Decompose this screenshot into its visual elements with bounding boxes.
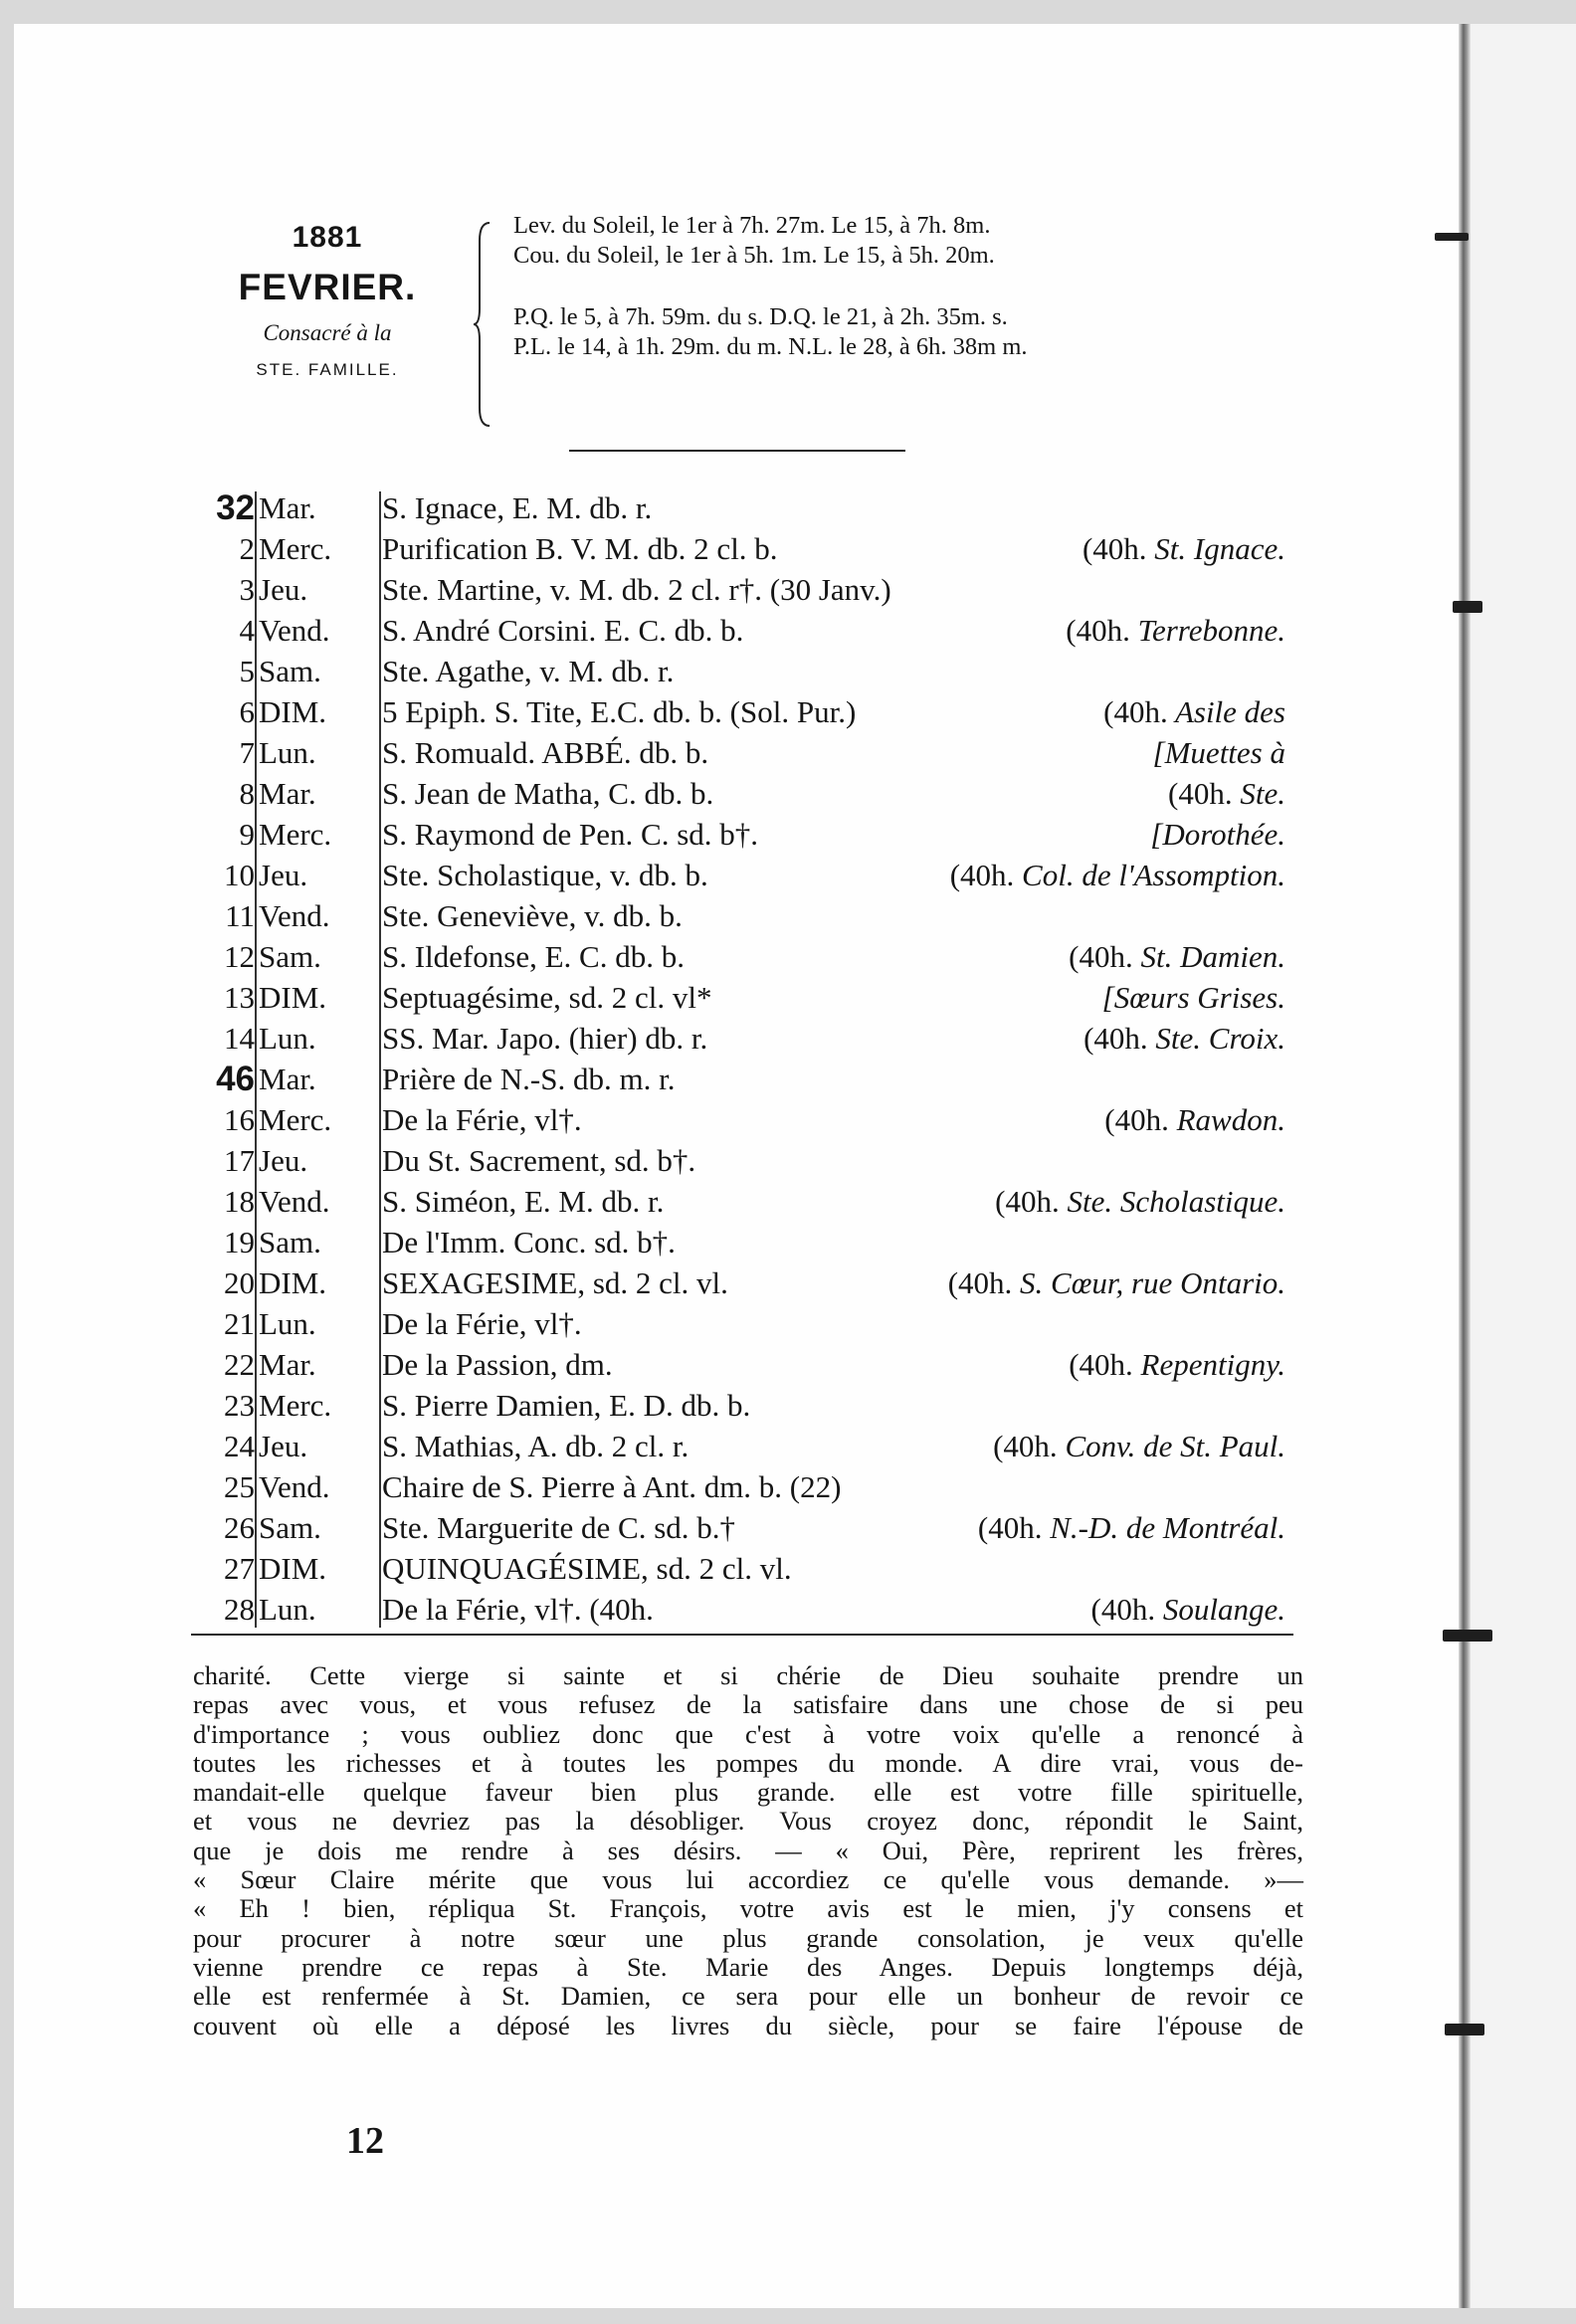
text-line: charité. Cette vierge si sainte et si chérie de Dieu souhaite prendre un [193,1660,1303,1690]
page-number: 12 [346,2120,384,2162]
weekday: Mar. [259,490,316,525]
calendar-row [14,1018,1469,1059]
feast-entry: Prière de N.-S. db. m. r. [382,1062,676,1096]
feast-entry: De la Férie, vl†. [382,1306,582,1341]
almanac-page [14,24,1469,2308]
text-line: repas avec vous, et vous refusez de la satisfaire dans une chose de si peu [193,1689,1303,1720]
day-number: 25 [224,1469,255,1504]
day-number: 6 [239,694,255,729]
calendar-row [14,487,1469,528]
calendar-row [14,895,1469,936]
forty-hours-prefix: (40h. [1090,1592,1156,1627]
weekday: DIM. [259,1551,327,1586]
day-number: 4 [239,613,255,648]
calendar-row [14,814,1469,855]
forty-hours-prefix: (40h. [947,1265,1013,1300]
day-number: 14 [224,1021,255,1056]
calendar-row [14,1466,1469,1507]
weekday: Jeu. [259,572,308,607]
feast-entry: S. Ignace, E. M. db. r. [382,490,653,525]
text-line: et vous ne devriez pas la désobliger. Vous croyez donc, répondit le Saint, [193,1806,1303,1837]
forty-hours-prefix: (40h. [1103,694,1168,729]
year-label: 1881 [292,221,363,254]
weekday: Merc. [259,531,332,566]
forty-hours-location: S. Cœur, rue Ontario. [1020,1265,1285,1300]
calendar-row [14,1099,1469,1140]
text-line: vienne prendre ce repas à Ste. Marie des Anges. Depuis longtemps déjà, [193,1951,1303,1982]
forty-hours-prefix: (40h. [1084,1021,1148,1056]
feast-entry: S. Pierre Damien, E. D. db. b. [382,1388,751,1423]
forty-hours-location: St. Ignace. [1154,531,1285,566]
feast-entry: 5 Epiph. S. Tite, E.C. db. b. (Sol. Pur.) [382,694,857,729]
forty-hours-location: [Sœurs Grises. [1101,980,1285,1015]
weekday: Jeu. [259,1429,308,1463]
weekday: DIM. [259,694,327,729]
day-number: 3 [239,572,255,607]
day-number: 20 [224,1265,255,1300]
day-number: 10 [224,858,255,892]
weekday: Merc. [259,1388,332,1423]
day-number: 7 [239,735,255,770]
day-number: 21 [224,1306,255,1341]
binding-clip [1435,233,1469,241]
month-title: FEVRIER. [238,267,417,307]
day-of-year-number: 46 [216,1060,255,1098]
binding-clip [1443,1630,1492,1642]
weekday: Sam. [259,939,321,974]
calendar-row [14,1344,1469,1385]
text-line: « Eh ! bien, répliqua St. François, votre avis est le mien, j'y consens et [193,1893,1303,1924]
feast-entry: De la Passion, dm. [382,1347,613,1382]
calendar-row [14,1140,1469,1181]
forty-hours-prefix: (40h. [1069,1347,1133,1382]
text-line: mandait-elle quelque faveur bien plus grande. elle est votre fille spirituelle, [193,1777,1303,1808]
forty-hours-location: Soulange. [1162,1592,1285,1627]
forty-hours-note [995,1181,1285,1222]
calendar-row [14,1548,1469,1589]
binding-clip [1453,601,1482,613]
binding-margin [1469,24,1576,2308]
weekday: Sam. [259,1510,321,1545]
forty-hours-location: Asile des [1174,694,1285,729]
day-number: 5 [239,654,255,688]
feast-entry: Ste. Agathe, v. M. db. r. [382,654,675,688]
calendar-row [14,1426,1469,1466]
weekday: Vend. [259,1184,330,1219]
forty-hours-note [1104,1099,1285,1140]
calendar-row [14,691,1469,732]
weekday: Mar. [259,1347,316,1382]
moon-phase-line: P.L. le 14, à 1h. 29m. du m. N.L. le 28, à 6h. 38m m. [513,333,1028,360]
day-number: 2 [239,531,255,566]
forty-hours-location: Terrebonne. [1137,613,1285,648]
day-number: 12 [224,939,255,974]
forty-hours-location: Ste. [1240,776,1285,811]
forty-hours-note [950,855,1285,895]
forty-hours-location: Ste. Scholastique. [1067,1184,1285,1219]
forty-hours-prefix: (40h. [995,1184,1060,1219]
day-of-year-number: 32 [216,488,255,527]
calendar-row [14,1385,1469,1426]
day-number: 28 [224,1592,255,1627]
divider [569,450,905,452]
feast-entry: S. Romuald. ABBÉ. db. b. [382,735,709,770]
day-number: 23 [224,1388,255,1423]
consecration-name: STE. FAMILLE. [256,360,399,379]
calendar-row [14,855,1469,895]
calendar-row [14,936,1469,977]
feast-entry: De la Férie, vl†. [382,1102,582,1137]
feast-entry: SEXAGESIME, sd. 2 cl. vl. [382,1265,728,1300]
weekday: Sam. [259,1225,321,1259]
calendar-row [14,1222,1469,1262]
narrative-text [193,1661,1303,2040]
feast-entry: S. Siméon, E. M. db. r. [382,1184,665,1219]
text-line: couvent où elle a déposé les livres du siècle, pour se faire l'épouse de [193,2010,1303,2040]
calendar-row [14,977,1469,1018]
weekday: DIM. [259,980,327,1015]
feast-entry: SS. Mar. Japo. (hier) db. r. [382,1021,708,1056]
day-number: 13 [224,980,255,1015]
forty-hours-location: St. Damien. [1140,939,1285,974]
weekday: Vend. [259,898,330,933]
weekday: DIM. [259,1265,327,1300]
day-number: 17 [224,1143,255,1178]
binding-spine [1459,24,1471,2308]
day-number: 8 [239,776,255,811]
calendar-row [14,1507,1469,1548]
forty-hours-note [948,1262,1285,1303]
weekday: Lun. [259,1592,316,1627]
moon-phase-line: P.Q. le 5, à 7h. 59m. du s. D.Q. le 21, à 2h. 35m. s. [513,303,1008,330]
text-line: toutes les richesses et à toutes les pompes du monde. A dire vrai, vous de- [193,1747,1303,1778]
day-number: 9 [239,817,255,852]
weekday: Sam. [259,654,321,688]
forty-hours-prefix: (40h. [1104,1102,1169,1137]
weekday: Merc. [259,1102,332,1137]
month-heading [183,221,472,380]
calendar-row [14,1303,1469,1344]
forty-hours-prefix: (40h. [1168,776,1233,811]
weekday: Lun. [259,735,316,770]
day-number: 11 [225,898,255,933]
forty-hours-location: Conv. de St. Paul. [1065,1429,1285,1463]
forty-hours-prefix: (40h. [1082,531,1147,566]
sunrise-line: Lev. du Soleil, le 1er à 7h. 27m. Le 15, à 7h. 8m. [513,212,991,239]
weekday: Merc. [259,817,332,852]
weekday: Mar. [259,776,316,811]
day-number: 26 [224,1510,255,1545]
text-line: pour procurer à notre sœur une plus grande consolation, je veux qu'elle [193,1922,1303,1953]
forty-hours-prefix: (40h. [993,1429,1058,1463]
calendar-row [14,651,1469,691]
forty-hours-prefix: (40h. [977,1510,1043,1545]
feast-entry: S. André Corsini. E. C. db. b. [382,613,744,648]
forty-hours-location: N.-D. de Montréal. [1050,1510,1285,1545]
forty-hours-note [993,1426,1285,1466]
forty-hours-location: Repentigny. [1140,1347,1285,1382]
forty-hours-location: [Muettes à [1152,735,1285,770]
text-line: « Sœur Claire mérite que vous lui accordiez ce qu'elle vous demande. »— [193,1864,1303,1895]
text-line: elle est renfermée à St. Damien, ce sera pour elle un bonheur de revoir ce [193,1981,1303,2012]
feast-entry: Chaire de S. Pierre à Ant. dm. b. (22) [382,1469,842,1504]
forty-hours-note [1084,1018,1285,1059]
calendar-row [14,610,1469,651]
forty-hours-prefix: (40h. [949,858,1015,892]
forty-hours-note [1168,773,1285,814]
feast-entry: Ste. Geneviève, v. db. b. [382,898,683,933]
text-line: d'importance ; vous oubliez donc que c'est à votre voix qu'elle a renoncé à [193,1718,1303,1749]
text-line: que je dois me rendre à ses désirs. — « Oui, Père, reprirent les frères, [193,1835,1303,1865]
forty-hours-note [1091,1589,1285,1630]
day-number: 22 [224,1347,255,1382]
feast-entry: Ste. Martine, v. M. db. 2 cl. r†. (30 Janv.) [382,572,891,607]
forty-hours-location: Ste. Croix. [1155,1021,1285,1056]
weekday: Jeu. [259,858,308,892]
forty-hours-location: Rawdon. [1176,1102,1285,1137]
feast-entry: Ste. Scholastique, v. db. b. [382,858,708,892]
calendar-row [14,1059,1469,1099]
feast-entry: S. Jean de Matha, C. db. b. [382,776,714,811]
feast-entry: S. Raymond de Pen. C. sd. b†. [382,817,759,852]
forty-hours-note [1066,610,1285,651]
day-number: 24 [224,1429,255,1463]
calendar-row [14,1589,1469,1630]
weekday: Vend. [259,613,330,648]
calendar-row [14,528,1469,569]
forty-hours-note [1153,732,1285,773]
astronomical-data [513,211,1349,362]
binding-clip [1445,2024,1484,2035]
feast-entry: Du St. Sacrement, sd. b†. [382,1143,696,1178]
feast-entry: QUINQUAGÉSIME, sd. 2 cl. vl. [382,1551,792,1586]
brace-icon [472,221,495,428]
feast-entry: Purification B. V. M. db. 2 cl. b. [382,531,778,566]
forty-hours-prefix: (40h. [1069,939,1133,974]
forty-hours-location: Col. de l'Assomption. [1022,858,1285,892]
weekday: Vend. [259,1469,330,1504]
calendar-row [14,1181,1469,1222]
day-number: 18 [224,1184,255,1219]
feast-entry: S. Ildefonse, E. C. db. b. [382,939,685,974]
feast-entry: Ste. Marguerite de C. sd. b.† [382,1510,736,1545]
day-number: 19 [224,1225,255,1259]
feast-entry: De la Férie, vl†. (40h. [382,1592,654,1627]
divider [191,1634,1293,1636]
forty-hours-note [1102,977,1285,1018]
day-number: 16 [224,1102,255,1137]
forty-hours-note [1083,528,1285,569]
forty-hours-note [1103,691,1285,732]
calendar-row [14,1262,1469,1303]
forty-hours-note [1069,936,1285,977]
sunset-line: Cou. du Soleil, le 1er à 5h. 1m. Le 15, à 5h. 20m. [513,242,995,269]
weekday: Jeu. [259,1143,308,1178]
feast-entry: S. Mathias, A. db. 2 cl. r. [382,1429,690,1463]
weekday: Lun. [259,1306,316,1341]
calendar-row [14,732,1469,773]
calendar-row [14,773,1469,814]
forty-hours-prefix: (40h. [1066,613,1130,648]
calendar-row [14,569,1469,610]
forty-hours-location: [Dorothée. [1150,817,1285,852]
day-number: 27 [224,1551,255,1586]
forty-hours-note [978,1507,1285,1548]
feast-entry: Septuagésime, sd. 2 cl. vl* [382,980,712,1015]
calendar-table [14,487,1469,1630]
weekday: Lun. [259,1021,316,1056]
forty-hours-note [1150,814,1285,855]
forty-hours-note [1069,1344,1285,1385]
consecration-line: Consacré à la [263,320,392,345]
feast-entry: De l'Imm. Conc. sd. b†. [382,1225,676,1259]
weekday: Mar. [259,1062,316,1096]
